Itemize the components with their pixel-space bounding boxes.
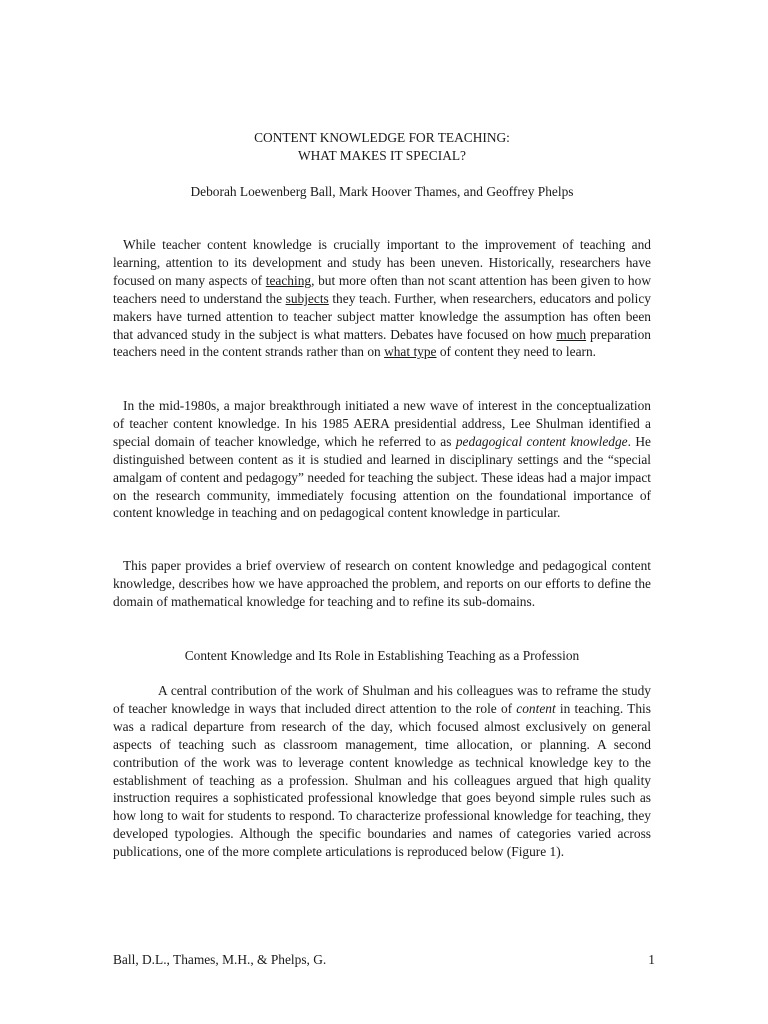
text-run: in teaching. This was a radical departure from research of the day, which focused almost exclusively on general aspects of teaching such as classroom management, time allocation, or planning. A second contribution of the work was to leverage content knowledge as technical knowledge key to the establishment of teaching as a profession. Shulman and his colleagues argued that high quality instruction requires a sophisticated professional knowledge that goes beyond simple rules such as how long to wait for students to respond. To characterize professional knowledge for teaching, they developed typologies. Although the specific boundaries and names of categories varied across publications, one of the more complete articulations is reproduced below (Figure 1). xyxy=(113,700,651,860)
text-run: of content they need to learn. xyxy=(436,344,597,360)
section-heading: Content Knowledge and Its Role in Establishing Teaching as a Profession xyxy=(184,648,580,663)
underlined-text: much xyxy=(556,326,587,342)
italic-text: content xyxy=(516,700,556,716)
footer-citation: Ball, D.L., Thames, M.H., & Phelps, G. xyxy=(113,952,327,967)
document-page xyxy=(113,0,655,1024)
text-run: A central contribution of the work of Shulman and his colleagues was to reframe the study of teacher knowledge in ways that included direct attention to the role of xyxy=(113,683,651,716)
paragraph-contribution xyxy=(113,682,651,861)
title-line-1: CONTENT KNOWLEDGE FOR TEACHING: xyxy=(254,130,510,145)
title-line-2: WHAT MAKES IT SPECIAL? xyxy=(297,147,466,163)
paper-title xyxy=(113,129,651,164)
text-run: In the mid-1980s, a major breakthrough initiated a new wave of interest in the conceptualization of teacher content knowledge. In his 1985 AERA presidential address, Lee Shulman identified a special domain of teacher knowledge, which he referred to as xyxy=(113,398,651,449)
underlined-text: subjects xyxy=(285,290,329,306)
paragraph-intro xyxy=(113,236,651,361)
underlined-text: teaching xyxy=(265,272,312,288)
italic-text: pedagogical content knowledge xyxy=(455,433,628,449)
text-run: . He distinguished between content as it is studied and learned in disciplinary settings and the “special amalgam of content and pedagogy” needed for teaching the subject. These ideas had a major impact on the research community, immediately focusing attention on the foundational importance of content knowledge in teaching and on pedagogical content knowledge in particular. xyxy=(113,433,651,521)
page-number: 1 xyxy=(648,952,655,967)
paragraph-overview: This paper provides a brief overview of research on content knowledge and pedagogical content knowledge, describes how we have approached the problem, and reports on our efforts to define the domain of mathematical knowledge for teaching and to refine its sub-domains. xyxy=(113,558,651,609)
text-run: , but more often than not scant attention has been given to how teachers need to understand the xyxy=(113,272,651,306)
underlined-text: what type xyxy=(384,344,437,360)
paragraph-shulman xyxy=(113,397,651,522)
text-run: they teach. Further, when researchers, educators and policy makers have turned attention to teacher subject matter knowledge the assumption has often been that advanced study in the subject is what matters. Debates have focused on how xyxy=(113,290,651,342)
text-run: preparation teachers need in the content strands rather than on xyxy=(113,326,651,360)
author-list: Deborah Loewenberg Ball, Mark Hoover Thames, and Geoffrey Phelps xyxy=(190,184,574,199)
text-run: While teacher content knowledge is crucially important to the improvement of teaching and learning, attention to its development and study has been uneven. Historically, researchers have focused on many aspects of xyxy=(113,237,651,288)
